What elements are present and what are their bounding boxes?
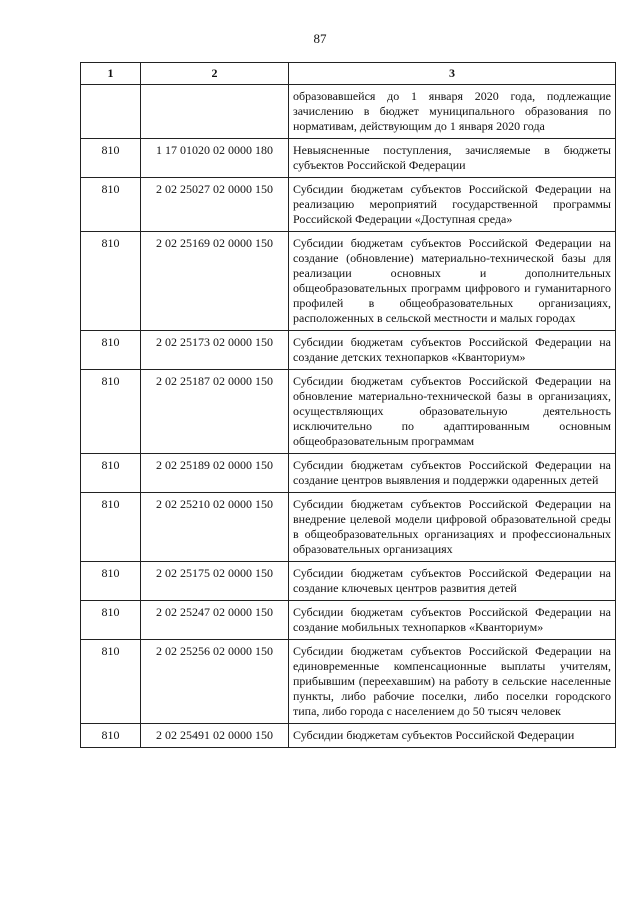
table-row xyxy=(81,640,616,724)
admin-code-cell: 810 xyxy=(81,562,141,601)
budget-classification-code-cell: 2 02 25173 02 0000 150 xyxy=(141,331,289,370)
budget-classification-code-cell: 2 02 25027 02 0000 150 xyxy=(141,178,289,232)
budget-classification-code-cell: 2 02 25169 02 0000 150 xyxy=(141,232,289,331)
header-col-1: 1 xyxy=(81,63,141,85)
income-description-cell: образовавшейся до 1 января 2020 года, подлежащие зачислению в бюджет муниципального образования по нормативам, действующим до 1 января 2020 года xyxy=(289,85,616,139)
admin-code-cell: 810 xyxy=(81,640,141,724)
income-description-cell: Субсидии бюджетам субъектов Российской Федерации на единовременные компенсационные выплаты учителям, прибывшим (переехавшим) на работу в сельские населенные пункты, либо рабочие поселки, либо поселки городского типа, либо города с населением до 50 тысяч человек xyxy=(289,640,616,724)
admin-code-cell: 810 xyxy=(81,370,141,454)
budget-classification-code-cell: 2 02 25247 02 0000 150 xyxy=(141,601,289,640)
budget-classification-code-cell: 2 02 25175 02 0000 150 xyxy=(141,562,289,601)
income-description-cell: Субсидии бюджетам субъектов Российской Федерации на создание мобильных технопарков «Кванториум» xyxy=(289,601,616,640)
page-number: 87 xyxy=(313,31,327,46)
income-description-cell: Субсидии бюджетам субъектов Российской Федерации на внедрение целевой модели цифровой образовательной среды в общеобразовательных организациях и профессиональных образовательных организациях xyxy=(289,493,616,562)
budget-classification-code-cell: 1 17 01020 02 0000 180 xyxy=(141,139,289,178)
admin-code-cell: 810 xyxy=(81,331,141,370)
budget-classification-code-cell: 2 02 25210 02 0000 150 xyxy=(141,493,289,562)
table-row xyxy=(81,139,616,178)
income-description-cell: Субсидии бюджетам субъектов Российской Федерации на создание центров выявления и поддержки одаренных детей xyxy=(289,454,616,493)
budget-codes-table xyxy=(80,62,616,748)
table-row xyxy=(81,331,616,370)
table-row xyxy=(81,370,616,454)
income-description-cell: Невыясненные поступления, зачисляемые в бюджеты субъектов Российской Федерации xyxy=(289,139,616,178)
table-row xyxy=(81,724,616,748)
table-row xyxy=(81,454,616,493)
income-description-cell: Субсидии бюджетам субъектов Российской Федерации xyxy=(289,724,616,748)
admin-code-cell: 810 xyxy=(81,454,141,493)
table-header-row xyxy=(81,63,616,85)
budget-classification-code-cell xyxy=(141,85,289,139)
table-row xyxy=(81,85,616,139)
table-row xyxy=(81,232,616,331)
income-description-cell: Субсидии бюджетам субъектов Российской Федерации на обновление материально-технической базы в организациях, осуществляющих образовательную деятельность исключительно по адаптированным основным общеобразовательным программам xyxy=(289,370,616,454)
budget-classification-code-cell: 2 02 25187 02 0000 150 xyxy=(141,370,289,454)
income-description-cell: Субсидии бюджетам субъектов Российской Федерации на создание ключевых центров развития детей xyxy=(289,562,616,601)
admin-code-cell: 810 xyxy=(81,178,141,232)
admin-code-cell: 810 xyxy=(81,232,141,331)
budget-classification-code-cell: 2 02 25189 02 0000 150 xyxy=(141,454,289,493)
header-col-2: 2 xyxy=(141,63,289,85)
income-description-cell: Субсидии бюджетам субъектов Российской Федерации на реализацию мероприятий государственной программы Российской Федерации «Доступная среда» xyxy=(289,178,616,232)
admin-code-cell: 810 xyxy=(81,493,141,562)
budget-classification-code-cell: 2 02 25256 02 0000 150 xyxy=(141,640,289,724)
admin-code-cell: 810 xyxy=(81,601,141,640)
budget-classification-code-cell: 2 02 25491 02 0000 150 xyxy=(141,724,289,748)
table-row xyxy=(81,601,616,640)
income-description-cell: Субсидии бюджетам субъектов Российской Федерации на создание (обновление) материально-технической базы для реализации основных и дополнительных общеобразовательных программ цифрового и гуманитарного профилей в общеобразовательных организациях, расположенных в сельской местности и малых городах xyxy=(289,232,616,331)
income-description-cell: Субсидии бюджетам субъектов Российской Федерации на создание детских технопарков «Кванториум» xyxy=(289,331,616,370)
table-row xyxy=(81,493,616,562)
admin-code-cell: 810 xyxy=(81,724,141,748)
table-row xyxy=(81,562,616,601)
table-row xyxy=(81,178,616,232)
admin-code-cell: 810 xyxy=(81,139,141,178)
header-col-3: 3 xyxy=(289,63,616,85)
admin-code-cell xyxy=(81,85,141,139)
